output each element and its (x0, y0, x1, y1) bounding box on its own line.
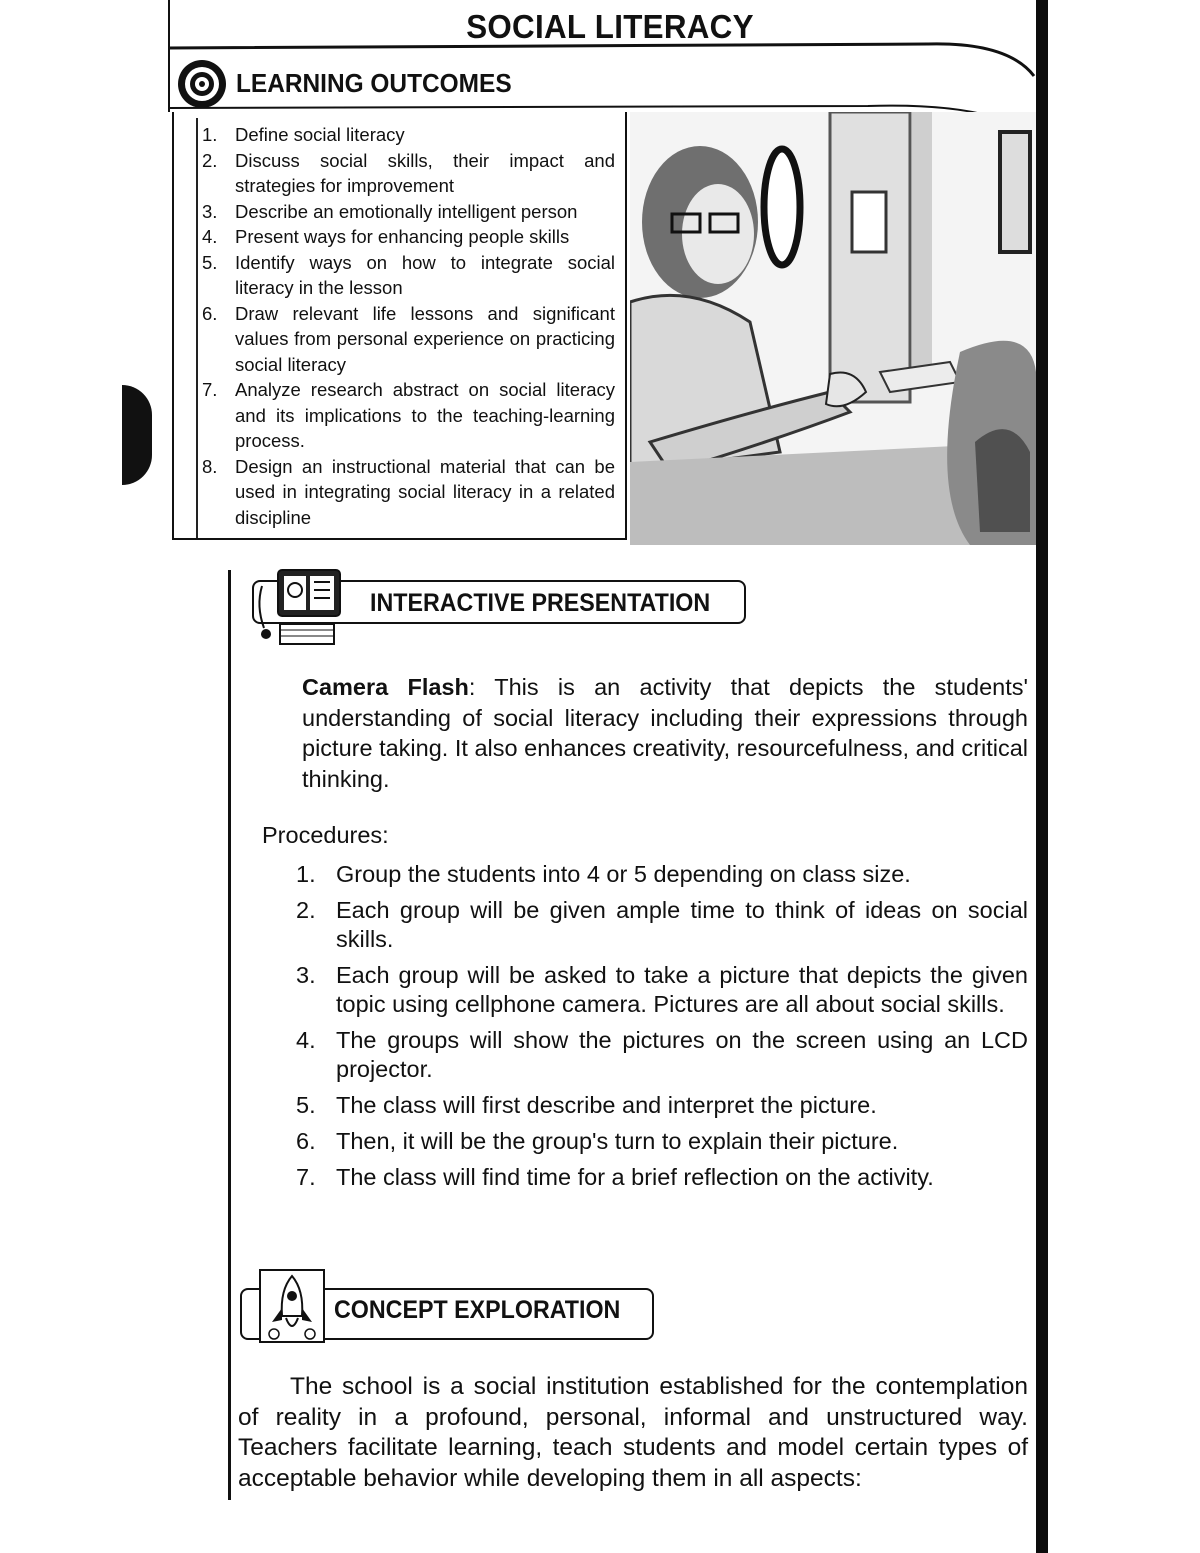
list-item (202, 377, 615, 454)
item-number: 7. (202, 379, 218, 400)
step-text: The groups will show the pictures on the screen using an LCD projector. (336, 1027, 1028, 1082)
item-text: Design an instructional material that can be used in integrating social literacy in a related discipline (235, 455, 615, 528)
list-item (202, 148, 615, 199)
step-text: Each group will be asked to take a picture that depicts the given topic using cellphone camera. Pictures are all about social skills. (336, 962, 1028, 1017)
step-number: 6. (296, 1128, 316, 1154)
page-edge-shadow (1036, 0, 1048, 1553)
teacher-photo (630, 112, 1036, 545)
computer-presentation-icon (254, 566, 346, 648)
page-title: SOCIAL LITERACY (466, 8, 754, 45)
step-number: 4. (296, 1027, 316, 1053)
list-item (202, 301, 615, 378)
item-text: Define social literacy (235, 124, 405, 145)
item-number: 5. (202, 251, 218, 273)
list-item (202, 250, 615, 301)
learning-outcomes-title: LEARNING OUTCOMES (236, 68, 512, 98)
step-number: 1. (296, 861, 316, 887)
interactive-presentation-title: INTERACTIVE PRESENTATION (370, 589, 711, 617)
item-text: Identify ways on how to integrate social literacy in the lesson (235, 251, 615, 298)
step-text: The class will first describe and interpret the picture. (336, 1092, 877, 1118)
item-text: Draw relevant life lessons and significant values from personal experience on practicing social literacy (235, 302, 615, 375)
list-item (296, 896, 1028, 954)
step-text: Each group will be given ample time to think of ideas on social skills. (336, 897, 1028, 952)
list-item (296, 1163, 1028, 1192)
activity-name: Camera Flash (302, 674, 469, 700)
list-item (202, 224, 615, 250)
activity-description: : This is an activity that depicts the students' understanding of social literacy including their expressions through picture taking. It also enhances creativity, resourcefulness, and critical thinking. (302, 674, 1028, 792)
item-text: Present ways for enhancing people skills (235, 226, 570, 247)
list-item (296, 860, 1028, 889)
step-text: The class will find time for a brief reflection on the activity. (336, 1164, 934, 1190)
step-number: 5. (296, 1092, 316, 1118)
rocket-icon (258, 1268, 326, 1344)
list-item (296, 1026, 1028, 1084)
item-number: 6. (202, 302, 218, 324)
procedures-list (296, 860, 1028, 1199)
item-number: 2. (202, 149, 218, 171)
step-text: Then, it will be the group's turn to explain their picture. (336, 1128, 899, 1154)
list-item (202, 122, 615, 148)
step-number: 2. (296, 897, 316, 923)
item-number: 1. (202, 124, 218, 145)
item-number: 8. (202, 455, 218, 477)
list-item (296, 1127, 1028, 1156)
section-left-rule (228, 570, 231, 1500)
outcomes-inner-rule (196, 118, 198, 538)
step-text: Group the students into 4 or 5 depending on class size. (336, 861, 911, 887)
item-text: Analyze research abstract on social literacy and its implications to the teaching-learning process. (235, 379, 615, 451)
concept-paragraph: The school is a social institution established for the contemplation of reality in a profound, personal, informal and unstructured way. Teachers facilitate learning, teach students and model certain types of acceptable behavior while developing them in all aspects: (238, 1373, 1028, 1492)
camera-flash-intro (302, 672, 1028, 794)
step-number: 3. (296, 962, 316, 988)
list-item (296, 961, 1028, 1019)
item-text: Describe an emotionally intelligent person (235, 200, 578, 222)
step-number: 7. (296, 1164, 316, 1190)
learning-outcomes-list (202, 122, 615, 530)
list-item (202, 454, 615, 531)
item-number: 3. (202, 200, 218, 222)
list-item (202, 199, 615, 225)
item-text: Discuss social skills, their impact and strategies for improvement (235, 149, 615, 196)
binding-hole-shadow (122, 385, 152, 485)
concept-exploration-title: CONCEPT EXPLORATION (334, 1296, 621, 1324)
list-item (296, 1091, 1028, 1120)
target-icon (176, 58, 228, 110)
item-number: 4. (202, 226, 218, 247)
procedures-label: Procedures: (262, 822, 389, 848)
